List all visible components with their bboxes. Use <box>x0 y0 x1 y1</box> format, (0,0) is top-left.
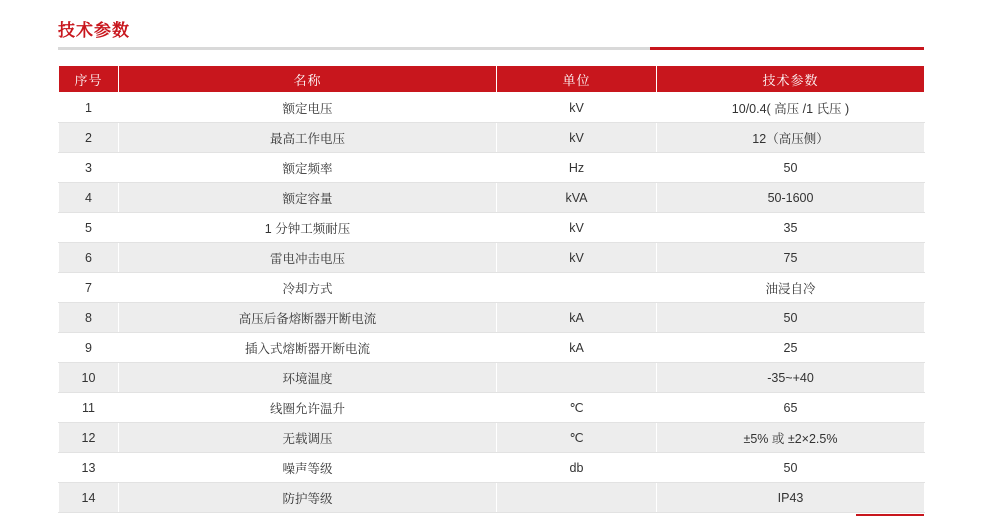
cell-name: 高压后备熔断器开断电流 <box>119 303 497 333</box>
column-header-index: 序号 <box>59 66 119 93</box>
cell-unit: kA <box>497 333 657 363</box>
table-header-row <box>59 66 925 93</box>
cell-unit: ℃ <box>497 423 657 453</box>
cell-index: 4 <box>59 183 119 213</box>
table-row <box>59 93 925 123</box>
cell-name: 线圈允许温升 <box>119 393 497 423</box>
cell-name: 额定容量 <box>119 183 497 213</box>
table-row <box>59 453 925 483</box>
cell-value: 油浸自冷 <box>657 273 925 303</box>
cell-unit: kV <box>497 123 657 153</box>
cell-index: 5 <box>59 213 119 243</box>
cell-unit: kV <box>497 213 657 243</box>
cell-value: 35 <box>657 213 925 243</box>
table-row <box>59 153 925 183</box>
table-row <box>59 273 925 303</box>
cell-index: 11 <box>59 393 119 423</box>
cell-name: 噪声等级 <box>119 453 497 483</box>
column-header-unit: 单位 <box>497 66 657 93</box>
table-row <box>59 423 925 453</box>
cell-index: 2 <box>59 123 119 153</box>
cell-value: IP43 <box>657 483 925 513</box>
cell-unit: Hz <box>497 153 657 183</box>
cell-name: 无载调压 <box>119 423 497 453</box>
cell-index: 12 <box>59 423 119 453</box>
column-header-value: 技术参数 <box>657 66 925 93</box>
table-row <box>59 183 925 213</box>
cell-value: 50 <box>657 153 925 183</box>
table-row <box>59 303 925 333</box>
cell-name: 最高工作电压 <box>119 123 497 153</box>
table-row <box>59 363 925 393</box>
cell-value: 65 <box>657 393 925 423</box>
cell-unit <box>497 483 657 513</box>
cell-unit <box>497 363 657 393</box>
spec-table <box>58 65 925 513</box>
cell-unit: db <box>497 453 657 483</box>
cell-name: 额定频率 <box>119 153 497 183</box>
cell-index: 13 <box>59 453 119 483</box>
cell-value: 50 <box>657 453 925 483</box>
cell-index: 9 <box>59 333 119 363</box>
cell-value: 50 <box>657 303 925 333</box>
table-row <box>59 333 925 363</box>
table-body <box>59 93 925 513</box>
cell-value: 50-1600 <box>657 183 925 213</box>
cell-unit <box>497 273 657 303</box>
cell-index: 6 <box>59 243 119 273</box>
cell-name: 冷却方式 <box>119 273 497 303</box>
cell-value: ±5% 或 ±2×2.5% <box>657 423 925 453</box>
column-header-name: 名称 <box>119 66 497 93</box>
table-row <box>59 483 925 513</box>
cell-name: 雷电冲击电压 <box>119 243 497 273</box>
cell-index: 7 <box>59 273 119 303</box>
cell-unit: kVA <box>497 183 657 213</box>
page-title: 技术参数 <box>58 21 130 40</box>
title-divider-accent <box>650 47 924 50</box>
cell-value: 75 <box>657 243 925 273</box>
cell-index: 1 <box>59 93 119 123</box>
cell-value: 12（高压侧） <box>657 123 925 153</box>
cell-value: 10/0.4( 高压 /1 氏压 ) <box>657 93 925 123</box>
table-row <box>59 243 925 273</box>
cell-index: 14 <box>59 483 119 513</box>
table-header <box>59 66 925 93</box>
table-row <box>59 213 925 243</box>
cell-unit: kA <box>497 303 657 333</box>
footer-accent-rule <box>856 514 924 516</box>
cell-name: 环境温度 <box>119 363 497 393</box>
cell-index: 8 <box>59 303 119 333</box>
cell-unit: kV <box>497 93 657 123</box>
cell-value: -35~+40 <box>657 363 925 393</box>
cell-value: 25 <box>657 333 925 363</box>
cell-unit: ℃ <box>497 393 657 423</box>
cell-index: 3 <box>59 153 119 183</box>
cell-name: 防护等级 <box>119 483 497 513</box>
cell-name: 1 分钟工频耐压 <box>119 213 497 243</box>
section-header <box>58 20 924 60</box>
table-row <box>59 393 925 423</box>
table-row <box>59 123 925 153</box>
cell-name: 插入式熔断器开断电流 <box>119 333 497 363</box>
cell-unit: kV <box>497 243 657 273</box>
cell-name: 额定电压 <box>119 93 497 123</box>
cell-index: 10 <box>59 363 119 393</box>
